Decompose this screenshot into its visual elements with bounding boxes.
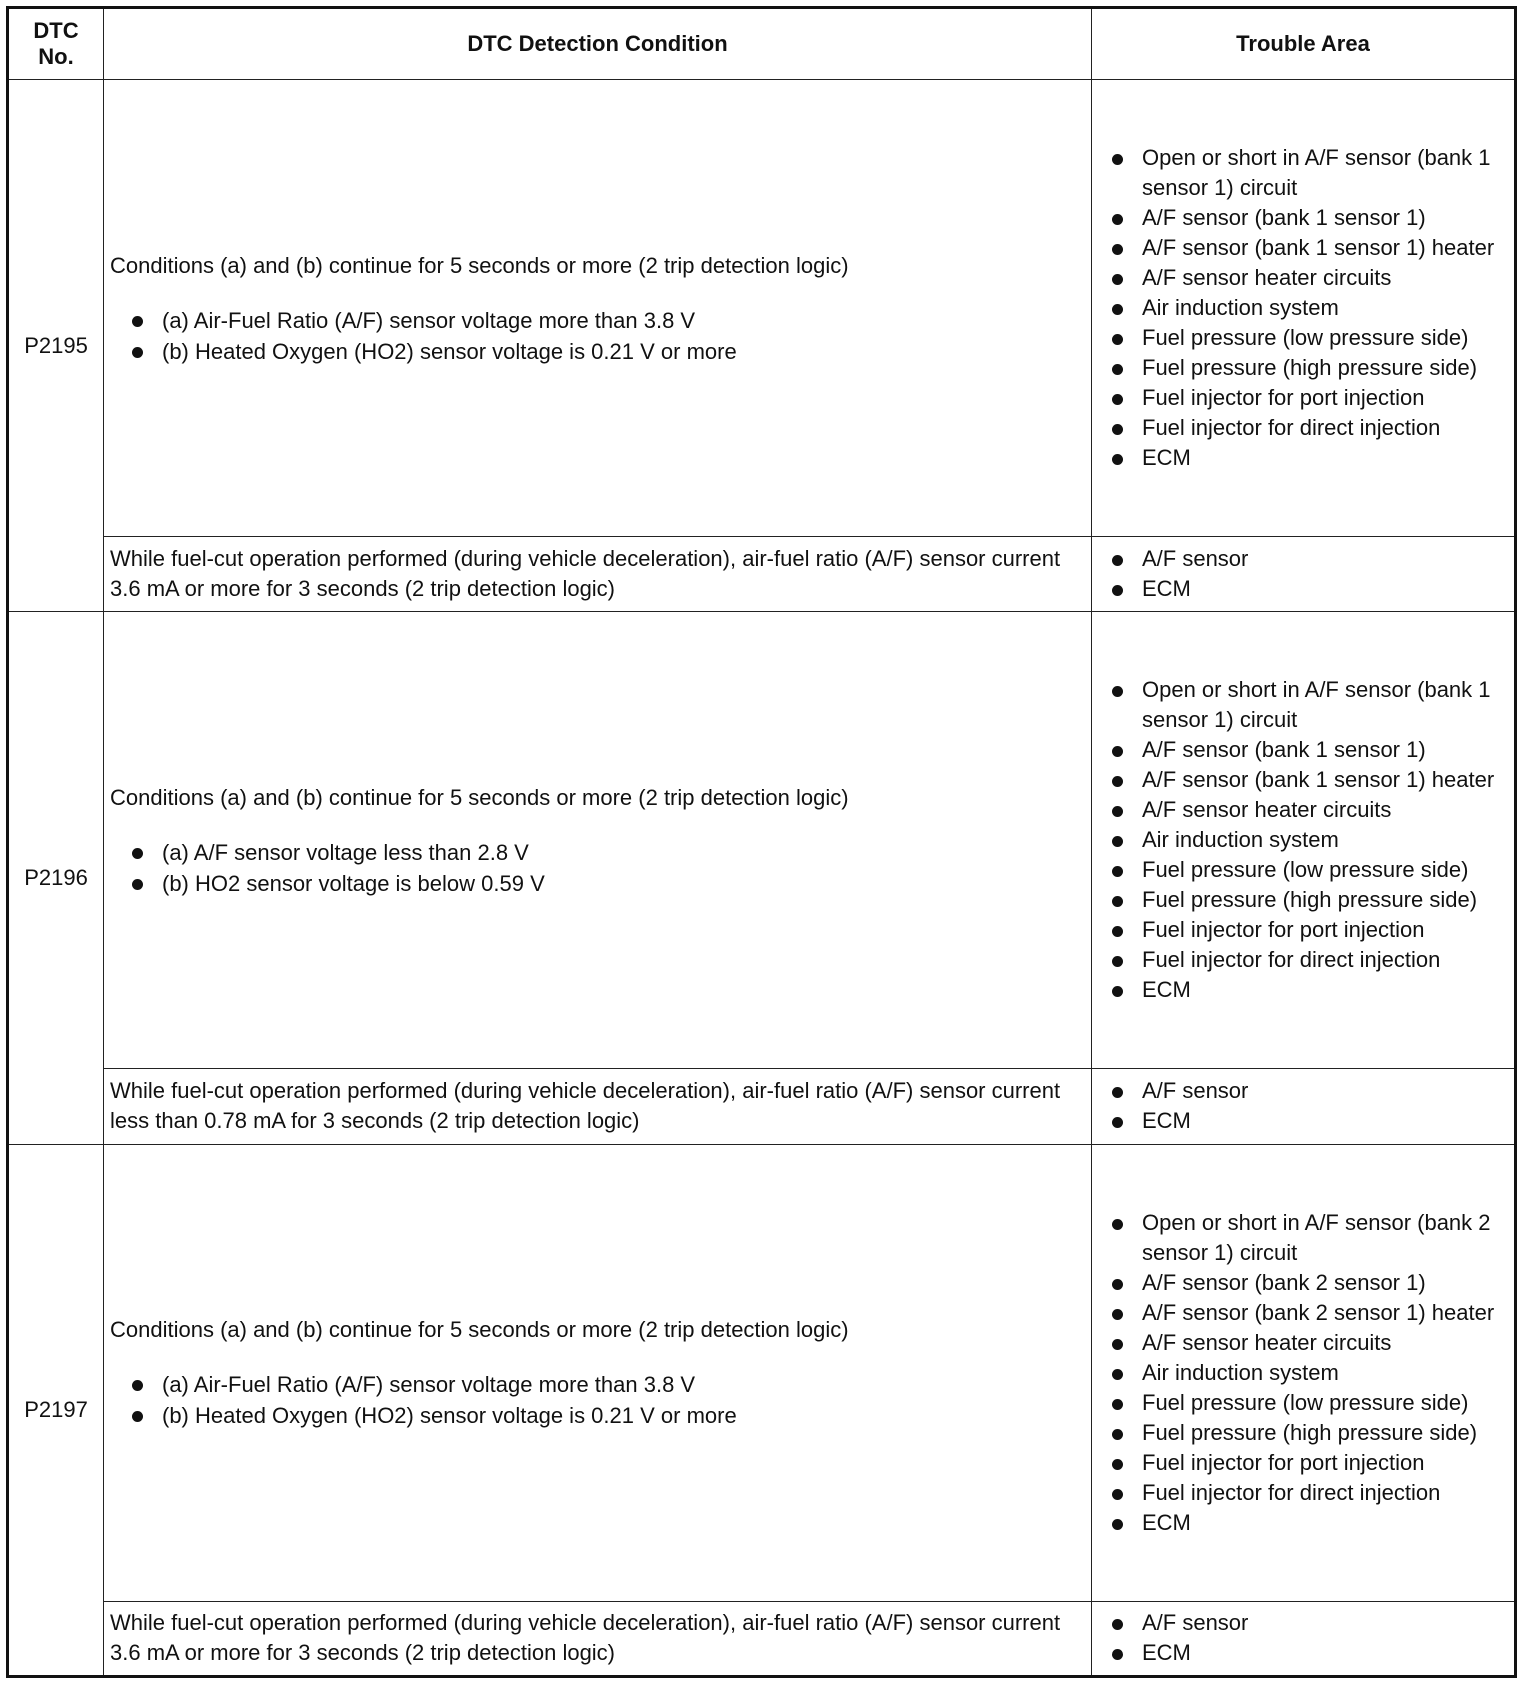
dtc-code: P2197 <box>8 1144 104 1676</box>
header-detection-condition: DTC Detection Condition <box>104 8 1092 80</box>
list-item: (a) Air-Fuel Ratio (A/F) sensor voltage more than 3.8 V <box>132 1369 1085 1400</box>
detection-condition <box>104 80 1092 537</box>
list-item: ECM <box>1112 1638 1504 1668</box>
list-item: A/F sensor <box>1112 544 1504 574</box>
condition-list <box>132 837 1085 899</box>
table-row <box>8 80 1516 537</box>
list-item: A/F sensor heater circuits <box>1112 263 1504 293</box>
detection-condition <box>104 612 1092 1069</box>
list-item: ECM <box>1112 975 1504 1005</box>
list-item: (b) Heated Oxygen (HO2) sensor voltage is 0.21 V or more <box>132 1400 1085 1431</box>
list-item: Open or short in A/F sensor (bank 1 sensor 1) circuit <box>1112 143 1504 203</box>
list-item: Fuel pressure (low pressure side) <box>1112 323 1504 353</box>
list-item: A/F sensor <box>1112 1608 1504 1638</box>
list-item: Fuel injector for port injection <box>1112 383 1504 413</box>
list-item: ECM <box>1112 1106 1504 1136</box>
condition-list <box>132 1369 1085 1431</box>
header-dtc-no: DTC No. <box>8 8 104 80</box>
list-item: ECM <box>1112 574 1504 604</box>
fuel-cut-condition: While fuel-cut operation performed (during vehicle deceleration), air-fuel ratio (A/F) sensor current 3.6 mA or more for 3 seconds (2 trip detection logic) <box>104 537 1092 612</box>
trouble-area <box>1092 1144 1516 1601</box>
dtc-table <box>6 6 1517 1678</box>
list-item: Air induction system <box>1112 825 1504 855</box>
list-item: A/F sensor (bank 1 sensor 1) <box>1112 203 1504 233</box>
condition-list <box>132 305 1085 367</box>
list-item: Air induction system <box>1112 293 1504 323</box>
list-item: Fuel pressure (low pressure side) <box>1112 1388 1504 1418</box>
list-item: Open or short in A/F sensor (bank 2 sensor 1) circuit <box>1112 1208 1504 1268</box>
list-item: A/F sensor (bank 2 sensor 1) <box>1112 1268 1504 1298</box>
fuel-cut-condition: While fuel-cut operation performed (during vehicle deceleration), air-fuel ratio (A/F) sensor current less than 0.78 mA for 3 seconds (2 trip detection logic) <box>104 1069 1092 1144</box>
fuel-cut-condition: While fuel-cut operation performed (during vehicle deceleration), air-fuel ratio (A/F) sensor current 3.6 mA or more for 3 seconds (2 trip detection logic) <box>104 1601 1092 1676</box>
trouble-area-list <box>1112 544 1504 604</box>
list-item: (b) HO2 sensor voltage is below 0.59 V <box>132 868 1085 899</box>
list-item: A/F sensor <box>1112 1076 1504 1106</box>
trouble-area <box>1092 612 1516 1069</box>
list-item: A/F sensor heater circuits <box>1112 1328 1504 1358</box>
list-item: Fuel injector for port injection <box>1112 915 1504 945</box>
list-item: Fuel injector for direct injection <box>1112 413 1504 443</box>
condition-lead: Conditions (a) and (b) continue for 5 seconds or more (2 trip detection logic) <box>110 784 849 810</box>
dtc-code: P2196 <box>8 612 104 1144</box>
list-item: A/F sensor (bank 1 sensor 1) <box>1112 735 1504 765</box>
dtc-code: P2195 <box>8 80 104 612</box>
table-row <box>8 612 1516 1069</box>
list-item: Fuel pressure (high pressure side) <box>1112 353 1504 383</box>
trouble-area <box>1092 1069 1516 1144</box>
list-item: Fuel pressure (high pressure side) <box>1112 885 1504 915</box>
list-item: Air induction system <box>1112 1358 1504 1388</box>
list-item: A/F sensor (bank 2 sensor 1) heater <box>1112 1298 1504 1328</box>
trouble-area <box>1092 1601 1516 1676</box>
trouble-area-list <box>1112 1076 1504 1136</box>
condition-lead: Conditions (a) and (b) continue for 5 seconds or more (2 trip detection logic) <box>110 252 849 278</box>
list-item: (a) A/F sensor voltage less than 2.8 V <box>132 837 1085 868</box>
trouble-area-list <box>1112 675 1504 1005</box>
trouble-area-list <box>1112 143 1504 473</box>
header-trouble-area: Trouble Area <box>1092 8 1516 80</box>
list-item: A/F sensor (bank 1 sensor 1) heater <box>1112 233 1504 263</box>
trouble-area-list <box>1112 1208 1504 1538</box>
list-item: A/F sensor (bank 1 sensor 1) heater <box>1112 765 1504 795</box>
table-body <box>8 80 1516 1677</box>
list-item: Fuel injector for direct injection <box>1112 945 1504 975</box>
list-item: Fuel pressure (low pressure side) <box>1112 855 1504 885</box>
table-row <box>8 537 1516 612</box>
list-item: (b) Heated Oxygen (HO2) sensor voltage is 0.21 V or more <box>132 336 1085 367</box>
list-item: Fuel pressure (high pressure side) <box>1112 1418 1504 1448</box>
table-row <box>8 1069 1516 1144</box>
list-item: ECM <box>1112 1508 1504 1538</box>
list-item: ECM <box>1112 443 1504 473</box>
trouble-area-list <box>1112 1608 1504 1668</box>
detection-condition <box>104 1144 1092 1601</box>
list-item: (a) Air-Fuel Ratio (A/F) sensor voltage more than 3.8 V <box>132 305 1085 336</box>
table-row <box>8 1144 1516 1601</box>
table-row <box>8 1601 1516 1676</box>
list-item: Fuel injector for port injection <box>1112 1448 1504 1478</box>
trouble-area <box>1092 80 1516 537</box>
list-item: Fuel injector for direct injection <box>1112 1478 1504 1508</box>
condition-lead: Conditions (a) and (b) continue for 5 seconds or more (2 trip detection logic) <box>110 1317 849 1343</box>
trouble-area <box>1092 537 1516 612</box>
list-item: Open or short in A/F sensor (bank 1 sensor 1) circuit <box>1112 675 1504 735</box>
list-item: A/F sensor heater circuits <box>1112 795 1504 825</box>
